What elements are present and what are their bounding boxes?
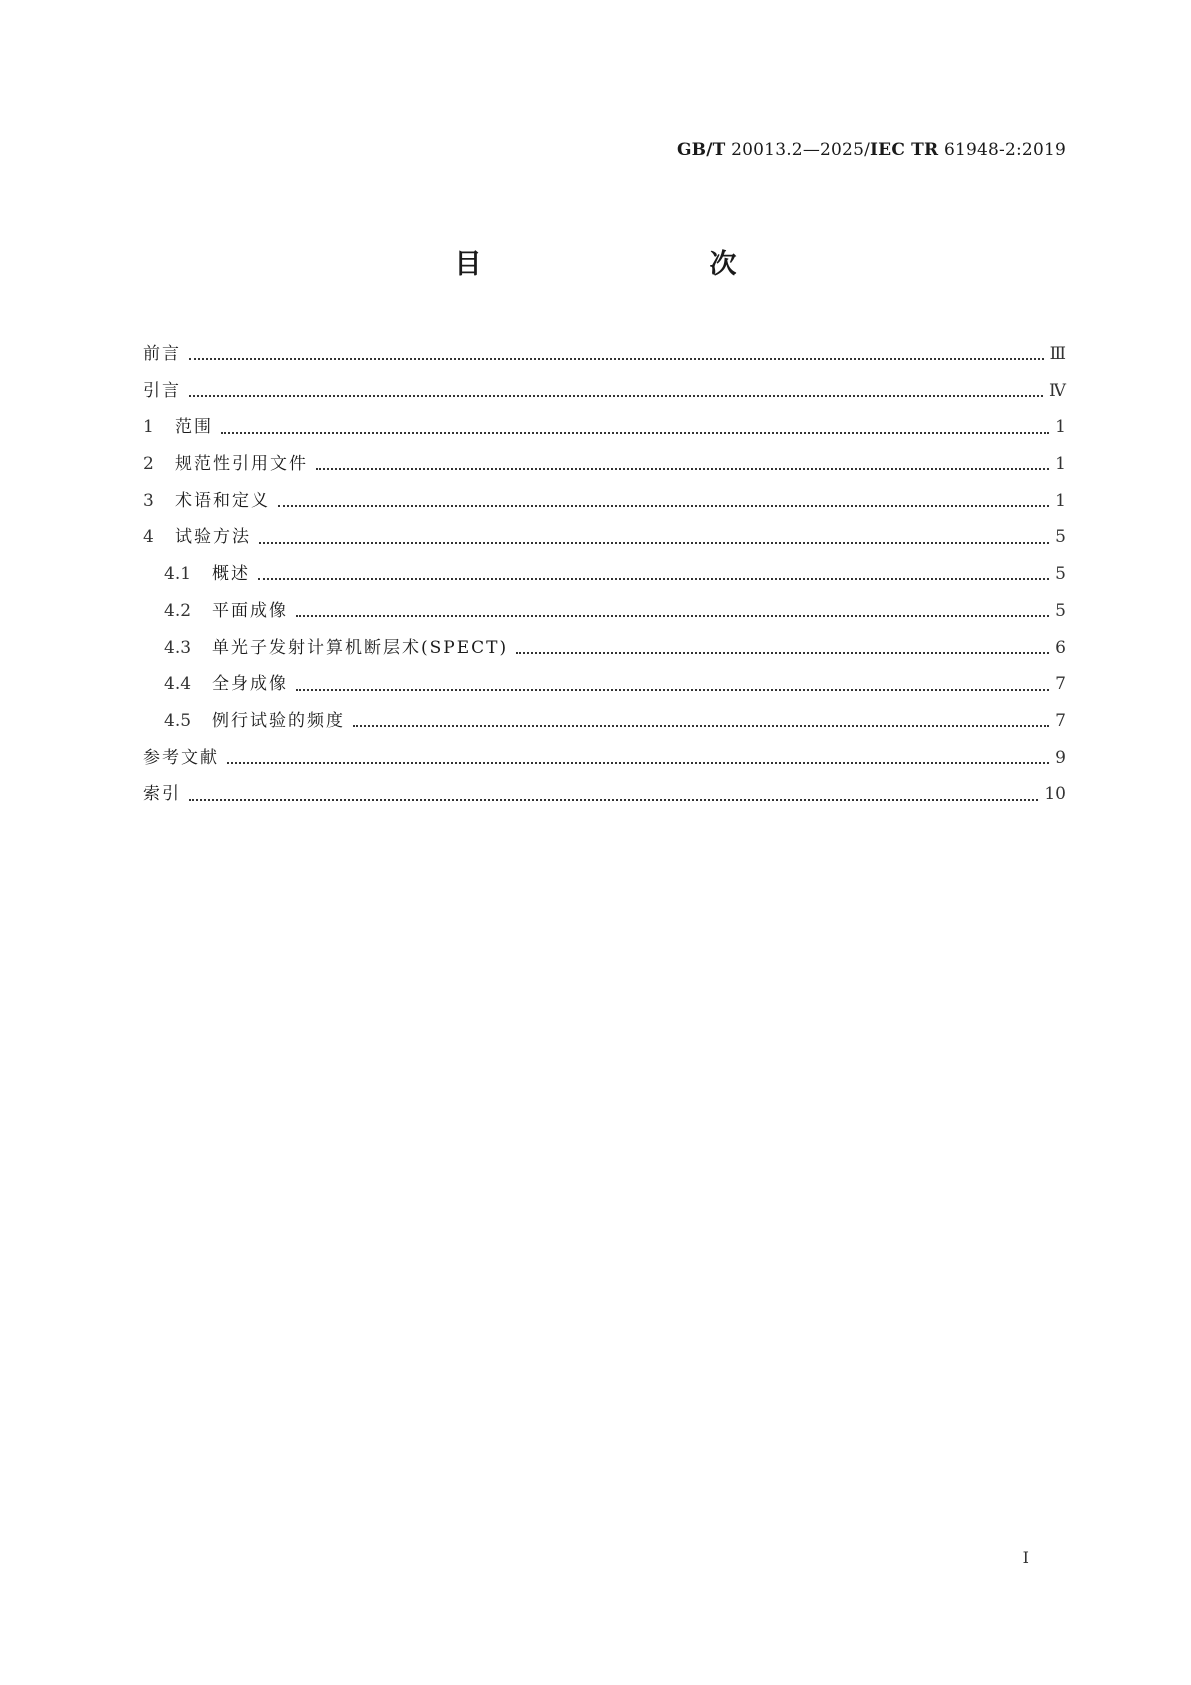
toc-dot-leader [296, 689, 1049, 691]
toc-entry-page: 1 [1055, 417, 1066, 438]
toc-dot-leader [278, 505, 1049, 507]
toc-entry-page: 5 [1055, 600, 1066, 621]
toc-entry-title: 引言 [143, 380, 181, 401]
toc-entry-number: 4.3 [164, 637, 192, 658]
document-header [677, 140, 1066, 160]
toc-entry-number: 1 [143, 417, 154, 438]
toc-entry-page: 1 [1055, 490, 1066, 511]
toc-entry-page: 9 [1055, 747, 1066, 768]
toc-entry[interactable] [143, 776, 1066, 813]
toc-entry-page: 7 [1055, 674, 1066, 695]
iec-number: 61948-2:2019 [943, 140, 1066, 160]
toc-entry-title: 前言 [143, 344, 181, 364]
page-number: Ⅰ [1022, 1548, 1029, 1567]
toc-entry[interactable] [143, 409, 1066, 446]
toc-dot-leader [316, 468, 1049, 470]
toc-dot-leader [189, 358, 1044, 360]
toc-entry-title: 平面成像 [212, 600, 288, 621]
toc-entry[interactable] [143, 703, 1066, 740]
toc-entry-title: 索引 [143, 784, 181, 805]
toc-dot-leader [259, 542, 1049, 544]
toc-entry-title: 例行试验的频度 [212, 710, 345, 731]
toc-entry-title: 范围 [175, 417, 213, 438]
toc-entry-title: 单光子发射计算机断层术(SPECT) [212, 637, 509, 658]
toc-entry[interactable] [143, 336, 1066, 373]
toc-entry-page: 10 [1044, 784, 1066, 805]
toc-dot-leader [353, 725, 1049, 727]
toc-entry-title: 规范性引用文件 [175, 454, 308, 475]
toc-entry-title: 术语和定义 [175, 490, 270, 511]
toc-entry[interactable] [143, 630, 1066, 667]
toc-dot-leader [516, 652, 1049, 654]
toc-entry-number: 4.2 [164, 600, 192, 621]
toc-entry[interactable] [143, 446, 1066, 483]
table-of-contents [143, 336, 1066, 813]
toc-dot-leader [221, 432, 1049, 434]
toc-entry[interactable] [143, 373, 1066, 410]
toc-title: 目 次 [454, 249, 795, 280]
toc-entry-page: 5 [1055, 564, 1066, 585]
toc-dot-leader [296, 615, 1049, 617]
toc-entry-title: 参考文献 [143, 747, 219, 768]
iec-code: IEC TR [870, 140, 939, 160]
toc-entry[interactable] [143, 483, 1066, 520]
toc-entry-page: 7 [1055, 710, 1066, 731]
toc-entry-title: 试验方法 [175, 527, 251, 548]
toc-entry-page: 6 [1055, 637, 1066, 658]
toc-entry-page: 5 [1055, 527, 1066, 548]
toc-entry-number: 4.5 [164, 710, 192, 731]
toc-entry[interactable] [143, 740, 1066, 777]
standard-code: GB/T [676, 140, 726, 160]
toc-entry-number: 3 [143, 490, 154, 511]
toc-entry-title: 概述 [212, 564, 250, 585]
toc-entry-number: 2 [143, 454, 154, 475]
toc-entry[interactable] [143, 556, 1066, 593]
standard-number: 20013.2—2025/ [731, 140, 871, 160]
toc-entry-title: 全身成像 [212, 674, 288, 695]
toc-dot-leader [189, 799, 1038, 801]
toc-entry-number: 4 [143, 527, 154, 548]
toc-entry[interactable] [143, 593, 1066, 630]
toc-entry[interactable] [143, 666, 1066, 703]
toc-dot-leader [189, 395, 1043, 397]
toc-entry-number: 4.4 [164, 674, 192, 695]
toc-entry-number: 4.1 [164, 564, 192, 585]
toc-entry-page: Ⅳ [1049, 380, 1066, 401]
toc-entry-page: Ⅲ [1049, 344, 1066, 364]
toc-entry-page: 1 [1055, 454, 1066, 475]
toc-dot-leader [227, 762, 1049, 764]
toc-entry[interactable] [143, 519, 1066, 556]
toc-dot-leader [258, 578, 1049, 580]
